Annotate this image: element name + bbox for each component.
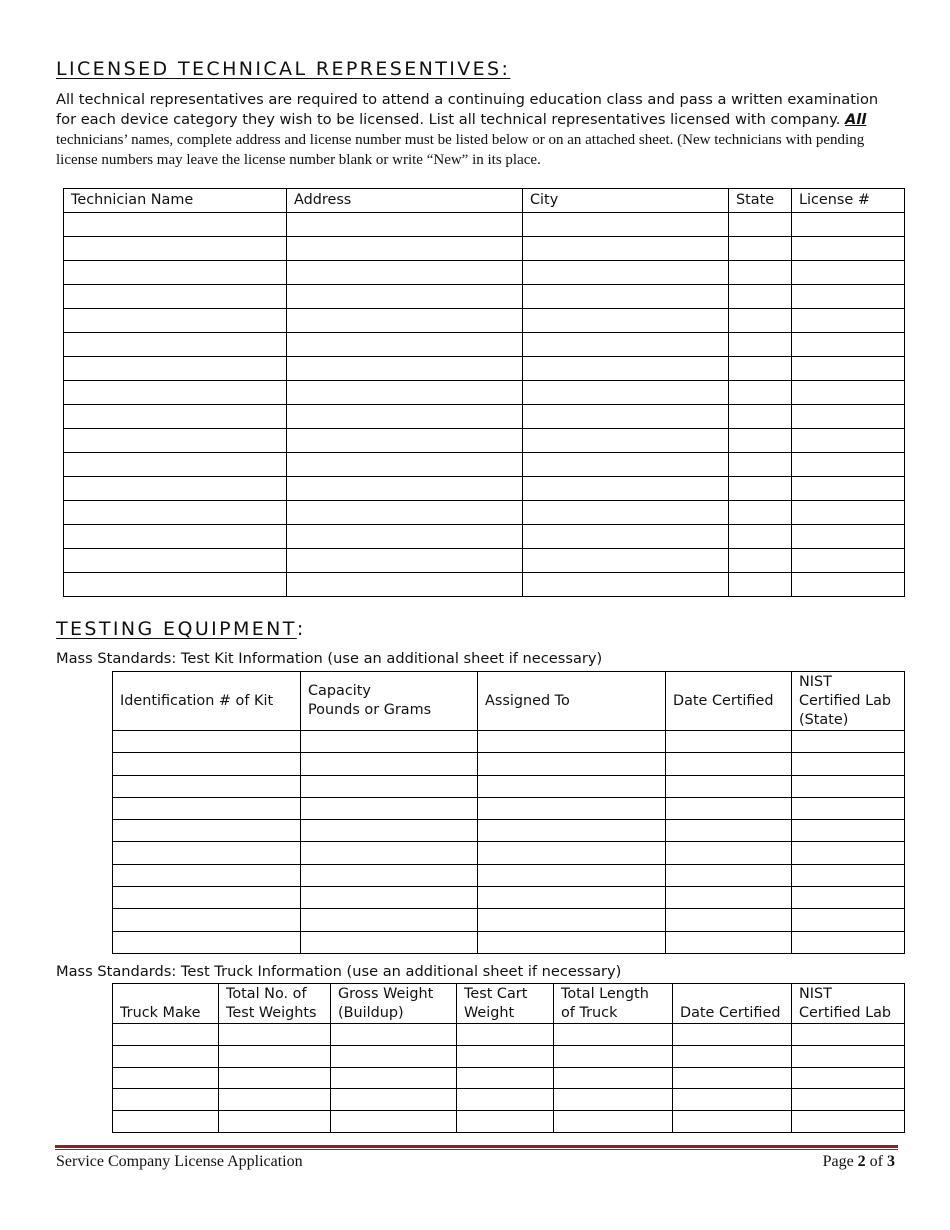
kit-cell[interactable] bbox=[301, 931, 478, 953]
technician-cell[interactable] bbox=[287, 573, 523, 597]
intro-emphasis: All bbox=[845, 111, 867, 128]
truck-cell[interactable] bbox=[673, 1045, 792, 1067]
technician-cell[interactable] bbox=[792, 261, 905, 285]
kit-cell[interactable] bbox=[666, 864, 792, 886]
truck-header-3-line-1: Weight bbox=[464, 1005, 515, 1021]
technician-cell[interactable] bbox=[64, 525, 287, 549]
kit-cell[interactable] bbox=[478, 842, 666, 864]
kit-cell[interactable] bbox=[666, 909, 792, 931]
kit-cell[interactable] bbox=[301, 753, 478, 775]
kit-header-2-line-0: Assigned To bbox=[485, 692, 570, 709]
technician-cell[interactable] bbox=[64, 261, 287, 285]
truck-header-2 bbox=[331, 984, 457, 1024]
kit-cell[interactable] bbox=[792, 753, 905, 775]
kit-header-4-line-2: (State) bbox=[799, 711, 849, 728]
technician-cell[interactable] bbox=[64, 309, 287, 333]
kit-cell[interactable] bbox=[792, 797, 905, 819]
truck-cell[interactable] bbox=[673, 1111, 792, 1133]
technicians-header-2 bbox=[523, 189, 729, 213]
truck-cell[interactable] bbox=[554, 1089, 673, 1111]
equipment-section-title bbox=[56, 618, 306, 640]
truck-cell[interactable] bbox=[457, 1024, 554, 1046]
technicians-header-1-line-0: Address bbox=[294, 192, 352, 208]
kit-cell[interactable] bbox=[478, 753, 666, 775]
technician-cell[interactable] bbox=[792, 477, 905, 501]
kit-cell[interactable] bbox=[113, 797, 301, 819]
technician-cell[interactable] bbox=[287, 381, 523, 405]
kit-cell[interactable] bbox=[301, 909, 478, 931]
technician-cell[interactable] bbox=[729, 261, 792, 285]
truck-cell[interactable] bbox=[457, 1045, 554, 1067]
technician-cell[interactable] bbox=[523, 477, 729, 501]
test-kit-table bbox=[112, 671, 905, 954]
technician-cell[interactable] bbox=[729, 309, 792, 333]
truck-row bbox=[113, 1045, 905, 1067]
kit-row bbox=[113, 931, 905, 953]
technicians-header-row bbox=[64, 189, 905, 213]
kit-cell[interactable] bbox=[113, 820, 301, 842]
kit-table-label: Mass Standards: Test Kit Information (use an additional sheet if necessary) bbox=[56, 650, 603, 667]
truck-cell[interactable] bbox=[331, 1067, 457, 1089]
kit-cell[interactable] bbox=[666, 731, 792, 753]
technician-cell[interactable] bbox=[64, 549, 287, 573]
truck-cell[interactable] bbox=[554, 1024, 673, 1046]
equipment-title-colon: : bbox=[296, 618, 306, 640]
truck-header-5 bbox=[673, 984, 792, 1024]
truck-cell[interactable] bbox=[792, 1045, 905, 1067]
technician-cell[interactable] bbox=[729, 357, 792, 381]
kit-cell[interactable] bbox=[301, 731, 478, 753]
truck-cell[interactable] bbox=[219, 1067, 331, 1089]
technician-cell[interactable] bbox=[792, 381, 905, 405]
technician-cell[interactable] bbox=[287, 309, 523, 333]
technician-cell[interactable] bbox=[287, 525, 523, 549]
kit-cell[interactable] bbox=[792, 775, 905, 797]
kit-row bbox=[113, 731, 905, 753]
truck-row bbox=[113, 1111, 905, 1133]
kit-cell[interactable] bbox=[301, 820, 478, 842]
truck-cell[interactable] bbox=[554, 1045, 673, 1067]
truck-header-6-line-0: NIST bbox=[799, 986, 832, 1002]
test-truck-table bbox=[112, 983, 905, 1133]
technician-row bbox=[64, 573, 905, 597]
truck-cell[interactable] bbox=[113, 1111, 219, 1133]
page-current: 2 bbox=[857, 1153, 866, 1170]
technicians-header-1 bbox=[287, 189, 523, 213]
technician-cell[interactable] bbox=[792, 405, 905, 429]
technician-cell[interactable] bbox=[523, 453, 729, 477]
technician-cell[interactable] bbox=[523, 429, 729, 453]
technician-cell[interactable] bbox=[729, 405, 792, 429]
kit-header-4-line-1: Certified Lab bbox=[799, 692, 892, 709]
technician-cell[interactable] bbox=[523, 285, 729, 309]
kit-header-0-line-0: Identification # of Kit bbox=[120, 692, 274, 709]
kit-cell[interactable] bbox=[792, 842, 905, 864]
truck-cell[interactable] bbox=[331, 1024, 457, 1046]
truck-header-4 bbox=[554, 984, 673, 1024]
technicians-section-title: LICENSED TECHNICAL REPRESENTIVES: bbox=[56, 58, 511, 80]
technician-cell[interactable] bbox=[523, 573, 729, 597]
truck-cell[interactable] bbox=[554, 1111, 673, 1133]
technician-cell[interactable] bbox=[792, 453, 905, 477]
technician-cell[interactable] bbox=[64, 285, 287, 309]
technicians-table bbox=[63, 188, 905, 597]
technician-cell[interactable] bbox=[64, 429, 287, 453]
kit-cell[interactable] bbox=[113, 731, 301, 753]
truck-cell[interactable] bbox=[457, 1089, 554, 1111]
kit-row bbox=[113, 864, 905, 886]
technicians-header-2-line-0: City bbox=[530, 192, 559, 208]
truck-header-1-line-1: Test Weights bbox=[226, 1005, 317, 1021]
technician-cell[interactable] bbox=[729, 549, 792, 573]
technician-cell[interactable] bbox=[64, 333, 287, 357]
technician-cell[interactable] bbox=[523, 261, 729, 285]
truck-cell[interactable] bbox=[792, 1111, 905, 1133]
technician-row bbox=[64, 237, 905, 261]
kit-header-1-line-0: Capacity bbox=[308, 683, 371, 699]
technician-cell[interactable] bbox=[792, 309, 905, 333]
truck-cell[interactable] bbox=[673, 1067, 792, 1089]
technician-cell[interactable] bbox=[523, 309, 729, 333]
technician-cell[interactable] bbox=[287, 357, 523, 381]
technician-cell[interactable] bbox=[792, 285, 905, 309]
truck-header-5-line-0: Date Certified bbox=[680, 1005, 781, 1021]
truck-header-row bbox=[113, 984, 905, 1024]
truck-header-2-line-0: Gross Weight bbox=[338, 986, 434, 1002]
kit-cell[interactable] bbox=[478, 931, 666, 953]
technician-cell[interactable] bbox=[792, 429, 905, 453]
kit-cell[interactable] bbox=[113, 864, 301, 886]
kit-row bbox=[113, 753, 905, 775]
equipment-title-text: TESTING EQUIPMENT bbox=[56, 618, 297, 640]
kit-header-row bbox=[113, 672, 905, 731]
kit-cell[interactable] bbox=[478, 775, 666, 797]
truck-cell[interactable] bbox=[219, 1111, 331, 1133]
kit-row bbox=[113, 909, 905, 931]
truck-cell[interactable] bbox=[113, 1024, 219, 1046]
technician-row bbox=[64, 429, 905, 453]
kit-cell[interactable] bbox=[113, 842, 301, 864]
kit-cell[interactable] bbox=[666, 775, 792, 797]
truck-cell[interactable] bbox=[219, 1045, 331, 1067]
kit-header-3 bbox=[666, 672, 792, 731]
technician-row bbox=[64, 333, 905, 357]
footer-rule bbox=[55, 1145, 898, 1148]
technician-row bbox=[64, 381, 905, 405]
kit-cell[interactable] bbox=[478, 820, 666, 842]
technicians-header-4-line-0: License # bbox=[799, 192, 870, 208]
kit-cell[interactable] bbox=[301, 887, 478, 909]
kit-header-3-line-0: Date Certified bbox=[673, 692, 774, 709]
technician-cell[interactable] bbox=[729, 213, 792, 237]
technician-cell[interactable] bbox=[729, 381, 792, 405]
technician-row bbox=[64, 213, 905, 237]
technician-cell[interactable] bbox=[792, 501, 905, 525]
technicians-header-3-line-0: State bbox=[736, 192, 775, 208]
kit-header-4 bbox=[792, 672, 905, 731]
technician-cell[interactable] bbox=[287, 429, 523, 453]
truck-cell[interactable] bbox=[219, 1024, 331, 1046]
technician-row bbox=[64, 405, 905, 429]
kit-cell[interactable] bbox=[666, 842, 792, 864]
kit-cell[interactable] bbox=[792, 820, 905, 842]
truck-cell[interactable] bbox=[219, 1089, 331, 1111]
kit-row bbox=[113, 797, 905, 819]
kit-cell[interactable] bbox=[666, 797, 792, 819]
truck-header-1 bbox=[219, 984, 331, 1024]
truck-header-0-line-0: Truck Make bbox=[120, 1005, 201, 1021]
technician-row bbox=[64, 477, 905, 501]
kit-cell[interactable] bbox=[666, 887, 792, 909]
truck-cell[interactable] bbox=[331, 1089, 457, 1111]
technician-cell[interactable] bbox=[729, 573, 792, 597]
truck-header-3 bbox=[457, 984, 554, 1024]
technicians-header-0 bbox=[64, 189, 287, 213]
kit-cell[interactable] bbox=[301, 842, 478, 864]
truck-cell[interactable] bbox=[113, 1045, 219, 1067]
kit-cell[interactable] bbox=[301, 797, 478, 819]
truck-header-1-line-0: Total No. of bbox=[226, 986, 307, 1002]
truck-table-label: Mass Standards: Test Truck Information (use an additional sheet if necessary) bbox=[56, 963, 622, 980]
kit-cell[interactable] bbox=[301, 864, 478, 886]
technician-cell[interactable] bbox=[64, 573, 287, 597]
truck-header-0 bbox=[113, 984, 219, 1024]
truck-cell[interactable] bbox=[113, 1067, 219, 1089]
technician-row bbox=[64, 501, 905, 525]
technician-cell[interactable] bbox=[523, 333, 729, 357]
truck-header-6-line-1: Certified Lab bbox=[799, 1005, 892, 1021]
kit-cell[interactable] bbox=[113, 887, 301, 909]
technician-cell[interactable] bbox=[287, 237, 523, 261]
kit-cell[interactable] bbox=[113, 775, 301, 797]
truck-header-4-line-1: of Truck bbox=[561, 1005, 618, 1021]
technician-cell[interactable] bbox=[523, 549, 729, 573]
technician-cell[interactable] bbox=[729, 285, 792, 309]
kit-cell[interactable] bbox=[113, 909, 301, 931]
kit-cell[interactable] bbox=[301, 775, 478, 797]
technician-cell[interactable] bbox=[64, 213, 287, 237]
technician-cell[interactable] bbox=[792, 573, 905, 597]
technician-row bbox=[64, 453, 905, 477]
technician-cell[interactable] bbox=[523, 381, 729, 405]
kit-cell[interactable] bbox=[792, 887, 905, 909]
technician-cell[interactable] bbox=[792, 357, 905, 381]
technician-cell[interactable] bbox=[729, 477, 792, 501]
page-of: of bbox=[869, 1153, 883, 1170]
truck-cell[interactable] bbox=[457, 1111, 554, 1133]
truck-row bbox=[113, 1089, 905, 1111]
technician-cell[interactable] bbox=[523, 501, 729, 525]
technician-cell[interactable] bbox=[287, 549, 523, 573]
kit-cell[interactable] bbox=[792, 864, 905, 886]
truck-header-2-line-1: (Buildup) bbox=[338, 1005, 404, 1021]
kit-row bbox=[113, 842, 905, 864]
truck-cell[interactable] bbox=[673, 1024, 792, 1046]
technician-cell[interactable] bbox=[287, 501, 523, 525]
truck-cell[interactable] bbox=[673, 1089, 792, 1111]
kit-cell[interactable] bbox=[478, 797, 666, 819]
technician-cell[interactable] bbox=[64, 501, 287, 525]
kit-header-1-line-1: Pounds or Grams bbox=[308, 702, 432, 718]
truck-row bbox=[113, 1024, 905, 1046]
technicians-header-0-line-0: Technician Name bbox=[71, 192, 194, 208]
technician-row bbox=[64, 525, 905, 549]
kit-cell[interactable] bbox=[113, 931, 301, 953]
technician-cell[interactable] bbox=[523, 357, 729, 381]
page-total: 3 bbox=[887, 1153, 895, 1170]
technicians-header-3 bbox=[729, 189, 792, 213]
technician-cell[interactable] bbox=[287, 261, 523, 285]
technician-cell[interactable] bbox=[64, 405, 287, 429]
technician-cell[interactable] bbox=[729, 429, 792, 453]
kit-header-1 bbox=[301, 672, 478, 731]
technician-cell[interactable] bbox=[287, 477, 523, 501]
technician-cell[interactable] bbox=[792, 237, 905, 261]
technician-cell[interactable] bbox=[523, 237, 729, 261]
technician-cell[interactable] bbox=[64, 237, 287, 261]
page-word: Page bbox=[822, 1153, 854, 1170]
truck-cell[interactable] bbox=[113, 1089, 219, 1111]
technician-cell[interactable] bbox=[729, 501, 792, 525]
technician-row bbox=[64, 549, 905, 573]
intro-text-1: All technical representatives are required to attend a continuing education class and pass a written examination for each device category they wish to be licensed. List all technical representatives licensed with company. bbox=[56, 91, 879, 128]
technician-cell[interactable] bbox=[729, 333, 792, 357]
technician-cell[interactable] bbox=[287, 285, 523, 309]
kit-cell[interactable] bbox=[792, 909, 905, 931]
technicians-header-4 bbox=[792, 189, 905, 213]
truck-header-6 bbox=[792, 984, 905, 1024]
technician-cell[interactable] bbox=[729, 453, 792, 477]
kit-cell[interactable] bbox=[666, 931, 792, 953]
truck-cell[interactable] bbox=[792, 1024, 905, 1046]
kit-row bbox=[113, 820, 905, 842]
footer-rule-thin bbox=[55, 1149, 898, 1150]
kit-cell[interactable] bbox=[792, 731, 905, 753]
technician-cell[interactable] bbox=[287, 405, 523, 429]
technician-cell[interactable] bbox=[64, 381, 287, 405]
kit-cell[interactable] bbox=[792, 931, 905, 953]
technician-cell[interactable] bbox=[287, 333, 523, 357]
truck-header-4-line-0: Total Length bbox=[561, 986, 649, 1002]
truck-header-3-line-0: Test Cart bbox=[464, 986, 528, 1002]
kit-cell[interactable] bbox=[478, 731, 666, 753]
technician-cell[interactable] bbox=[287, 453, 523, 477]
technician-cell[interactable] bbox=[792, 333, 905, 357]
truck-row bbox=[113, 1067, 905, 1089]
technician-cell[interactable] bbox=[523, 405, 729, 429]
kit-cell[interactable] bbox=[666, 820, 792, 842]
footer-title: Service Company License Application bbox=[56, 1153, 303, 1170]
technician-cell[interactable] bbox=[792, 525, 905, 549]
kit-cell[interactable] bbox=[478, 909, 666, 931]
technician-row bbox=[64, 357, 905, 381]
technician-cell[interactable] bbox=[64, 477, 287, 501]
truck-cell[interactable] bbox=[331, 1045, 457, 1067]
technician-cell[interactable] bbox=[792, 549, 905, 573]
kit-cell[interactable] bbox=[666, 753, 792, 775]
intro-text-2: technicians’ names, complete address and license number must be listed below or on an attached sheet. (New technicians with pending license numbers may leave the license number blank or write “New” in its place. bbox=[56, 132, 865, 168]
truck-cell[interactable] bbox=[331, 1111, 457, 1133]
technician-cell[interactable] bbox=[287, 213, 523, 237]
page-number bbox=[823, 1153, 895, 1171]
truck-cell[interactable] bbox=[554, 1067, 673, 1089]
technician-row bbox=[64, 261, 905, 285]
kit-row bbox=[113, 887, 905, 909]
technician-cell[interactable] bbox=[64, 453, 287, 477]
technician-cell[interactable] bbox=[523, 213, 729, 237]
kit-cell[interactable] bbox=[478, 887, 666, 909]
truck-cell[interactable] bbox=[792, 1089, 905, 1111]
technician-cell[interactable] bbox=[523, 525, 729, 549]
kit-header-2 bbox=[478, 672, 666, 731]
kit-cell[interactable] bbox=[113, 753, 301, 775]
technician-row bbox=[64, 309, 905, 333]
kit-header-4-line-0: NIST bbox=[799, 673, 832, 690]
kit-cell[interactable] bbox=[478, 864, 666, 886]
technician-cell[interactable] bbox=[729, 237, 792, 261]
technician-cell[interactable] bbox=[792, 213, 905, 237]
technician-cell[interactable] bbox=[64, 357, 287, 381]
truck-cell[interactable] bbox=[792, 1067, 905, 1089]
technicians-intro bbox=[56, 90, 896, 170]
kit-row bbox=[113, 775, 905, 797]
technician-cell[interactable] bbox=[729, 525, 792, 549]
truck-cell[interactable] bbox=[457, 1067, 554, 1089]
technician-row bbox=[64, 285, 905, 309]
kit-header-0 bbox=[113, 672, 301, 731]
